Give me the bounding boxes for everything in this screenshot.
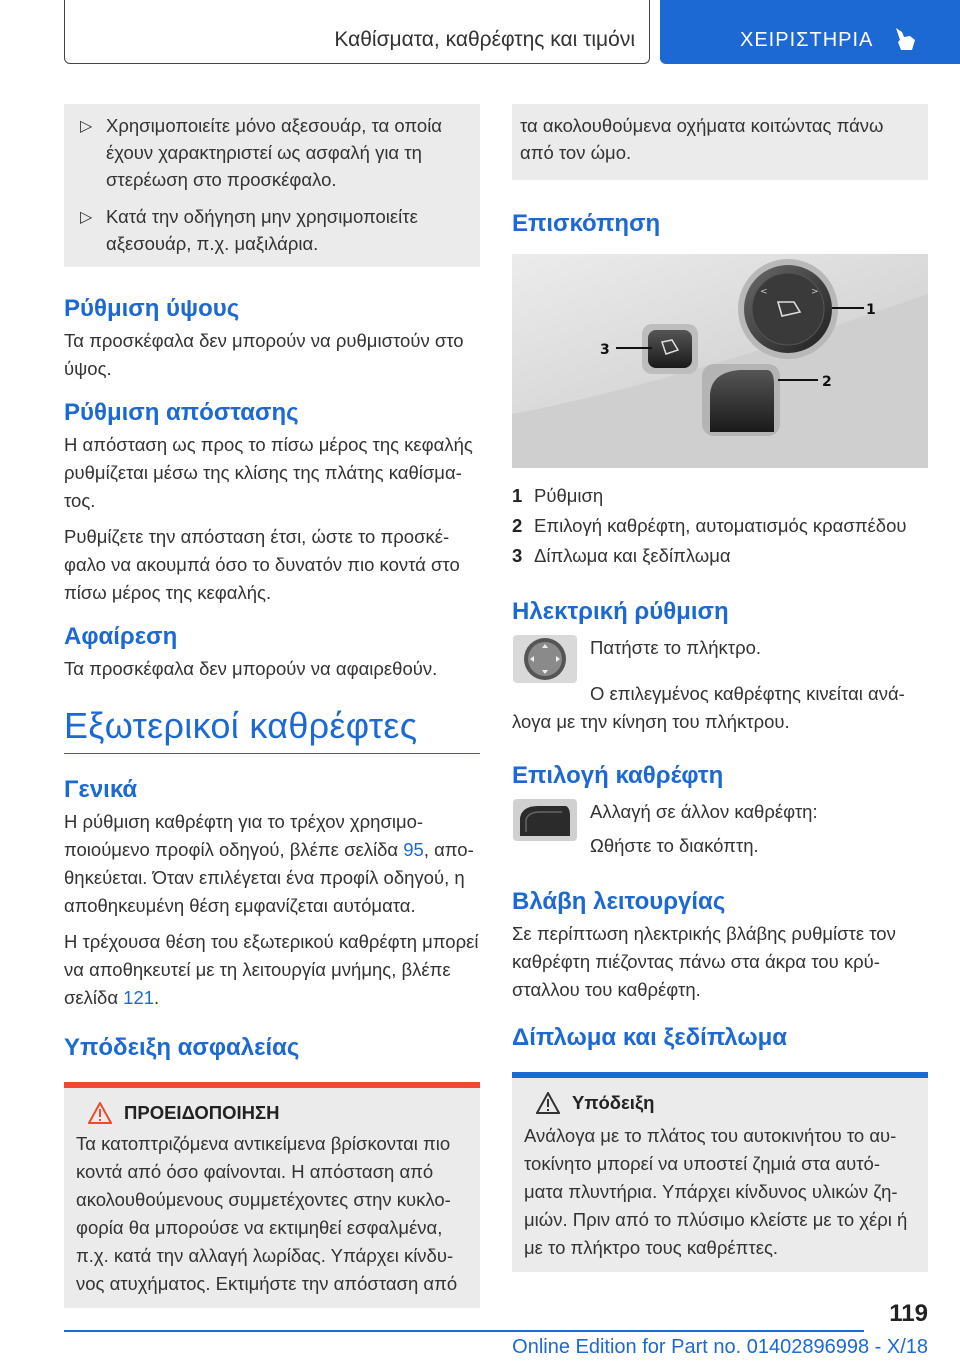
legend-item: 3 Δίπλωμα και ξεδίπλωμα <box>512 545 731 566</box>
warning-text: Τα κατοπτριζόμενα αντικείμενα βρίσκονται πιο κοντά από όσο φαίνονται. Η απόσταση από ακολουθούμενους συμμετέχοντες στην κυκλο- φορία θα μπορούσε να εκτιμηθεί εσφαλμένα, π.χ. κατά την αλλαγή λωρίδας. Υπάρχει κίνδυ- νος ατυχήματος. Εκτιμήστε την απόσταση από <box>76 1133 458 1294</box>
height-heading: Ρύθμιση ύψους <box>64 295 240 322</box>
electric-text-2: Ο επιλεγμένος καθρέφτης κινείται ανά- λογα με την κίνηση του πλήκτρου. <box>512 683 905 732</box>
svg-text:<: < <box>760 287 768 297</box>
caution-triangle-icon <box>536 1092 560 1114</box>
notes-box <box>64 104 480 267</box>
select-text-2: Ωθήστε το διακόπτη. <box>590 835 759 856</box>
removal-heading: Αφαίρεση <box>64 623 178 650</box>
legend-item: 2 Επιλογή καθρέφτη, αυτοματισμός κρασπέδου <box>512 515 907 536</box>
distance-heading: Ρύθμιση απόστασης <box>64 399 299 426</box>
hint-title: Υπόδειξη <box>572 1092 655 1113</box>
svg-text:>: > <box>811 287 819 297</box>
hint-box <box>512 1072 928 1272</box>
mirror-adjust-button-icon <box>512 634 578 684</box>
mirror-controls-photo <box>512 254 928 468</box>
height-text: Τα προσκέφαλα δεν μπορούν να ρυθμιστούν στο ύψος. <box>64 330 464 379</box>
hint-text: Ανάλογα με το πλάτος του αυτοκινήτου το αυ- τοκίνητο μπορεί να υποστεί ζημιά στα αυτό- ματα πλυντήρια. Υπάρχει κίνδυνος υλικών ζη- μιών. Πριν από το πλύσιμο κλείστε με το χέρι ή με το πλήκτρο τους καθρέπτες. <box>524 1125 908 1258</box>
legend-list <box>512 482 928 570</box>
hand-pointer-icon <box>892 26 918 54</box>
callout-2: 2 <box>822 374 832 390</box>
warning-triangle-icon <box>88 1102 112 1124</box>
distance-text-2: Ρυθμίζετε την απόσταση έτσι, ώστε το προσκέ- φαλο να ακουμπά όσο το δυνατόν πιο κοντά στο πίσω μέρος της κεφαλής. <box>64 526 460 603</box>
warning-box <box>64 1082 480 1308</box>
mirror-controls-illustration <box>512 254 928 468</box>
removal-text: Τα προσκέφαλα δεν μπορούν να αφαιρεθούν. <box>64 658 438 679</box>
safety-heading: Υπόδειξη ασφαλείας <box>64 1034 300 1061</box>
right-column <box>512 104 928 1272</box>
electric-text-1: Πατήστε το πλήκτρο. <box>590 637 762 658</box>
note-item: ▷ Κατά την οδήγηση μην χρησιμοποιείτε αξεσουάρ, π.χ. μαξιλάρια. <box>80 206 418 254</box>
warning-title: ΠΡΟΕΙΔΟΠΟΙΗΣΗ <box>124 1102 280 1123</box>
warning-title-row <box>76 1102 466 1124</box>
page-link-121[interactable]: 121 <box>123 987 155 1008</box>
footer-rule <box>64 1330 864 1332</box>
page-header <box>0 0 960 66</box>
general-text-2: Η τρέχουσα θέση του εξωτερικού καθρέφτη μπορεί να αποθηκευτεί με τη λειτουργία μνήμης, βλέπε σελίδα 121. <box>64 931 479 1008</box>
page-number: 119 <box>889 1300 928 1327</box>
select-section <box>512 798 928 866</box>
select-heading: Επιλογή καθρέφτη <box>512 762 724 789</box>
page-link-95[interactable]: 95 <box>403 839 424 860</box>
mirror-select-switch-icon <box>512 798 578 842</box>
legend-item: 1 Ρύθμιση <box>512 485 604 506</box>
left-column <box>64 104 480 1308</box>
chapter-title: Καθίσματα, καθρέφτης και τιμόνι <box>334 28 635 51</box>
select-text-1: Αλλαγή σε άλλον καθρέφτη: <box>590 801 818 822</box>
distance-text-1: Η απόσταση ως προς το πίσω μέρος της κεφαλής ρυθμίζεται μέσω της κλίσης της πλάτης καθίσμα- τος. <box>64 434 473 511</box>
fault-heading: Βλάβη λειτουργίας <box>512 888 726 915</box>
callout-3: 3 <box>600 342 610 358</box>
callout-1: 1 <box>866 302 876 318</box>
fault-text: Σε περίπτωση ηλεκτρικής βλάβης ρυθμίστε τον καθρέφτη πιέζοντας πάνω στα άκρα του κρύ- σταλλου του καθρέφτη. <box>512 923 896 1000</box>
section-tab <box>660 0 960 64</box>
note-item: ▷ Χρησιμοποιείτε μόνο αξεσουάρ, τα οποία έχουν χαρακτηριστεί ως ασφαλή για τη στερέωση στο προσκέφαλο. <box>80 115 442 190</box>
chapter-tab <box>64 0 650 64</box>
general-text-1: Η ρύθμιση καθρέφτη για το τρέχον χρησιμο- ποιούμενο προφίλ οδηγού, βλέπε σελίδα 95, απο- θηκεύεται. Όταν επιλέγεται ένα προφίλ οδηγού, η αποθηκευμένη θέση εμφανίζεται αυτόματα. <box>64 811 474 916</box>
electric-section <box>512 634 928 684</box>
general-heading: Γενικά <box>64 776 138 803</box>
triangle-bullet-icon: ▷ <box>80 209 93 226</box>
hint-title-row <box>524 1092 914 1114</box>
continued-text: τα ακολουθούμενα οχήματα κοιτώντας πάνω από τον ώμο. <box>520 115 884 163</box>
overview-heading: Επισκόπηση <box>512 210 661 237</box>
triangle-bullet-icon: ▷ <box>80 118 93 135</box>
continued-box <box>512 104 928 180</box>
mirrors-heading: Εξωτερικοί καθρέφτες <box>64 705 480 754</box>
section-title: ΧΕΙΡΙΣΤΗΡΙΑ <box>740 29 874 51</box>
edition-text: Online Edition for Part no. 01402896998 - X/18 <box>512 1336 928 1358</box>
fold-heading: Δίπλωμα και ξεδίπλωμα <box>512 1024 788 1051</box>
electric-heading: Ηλεκτρική ρύθμιση <box>512 598 729 625</box>
